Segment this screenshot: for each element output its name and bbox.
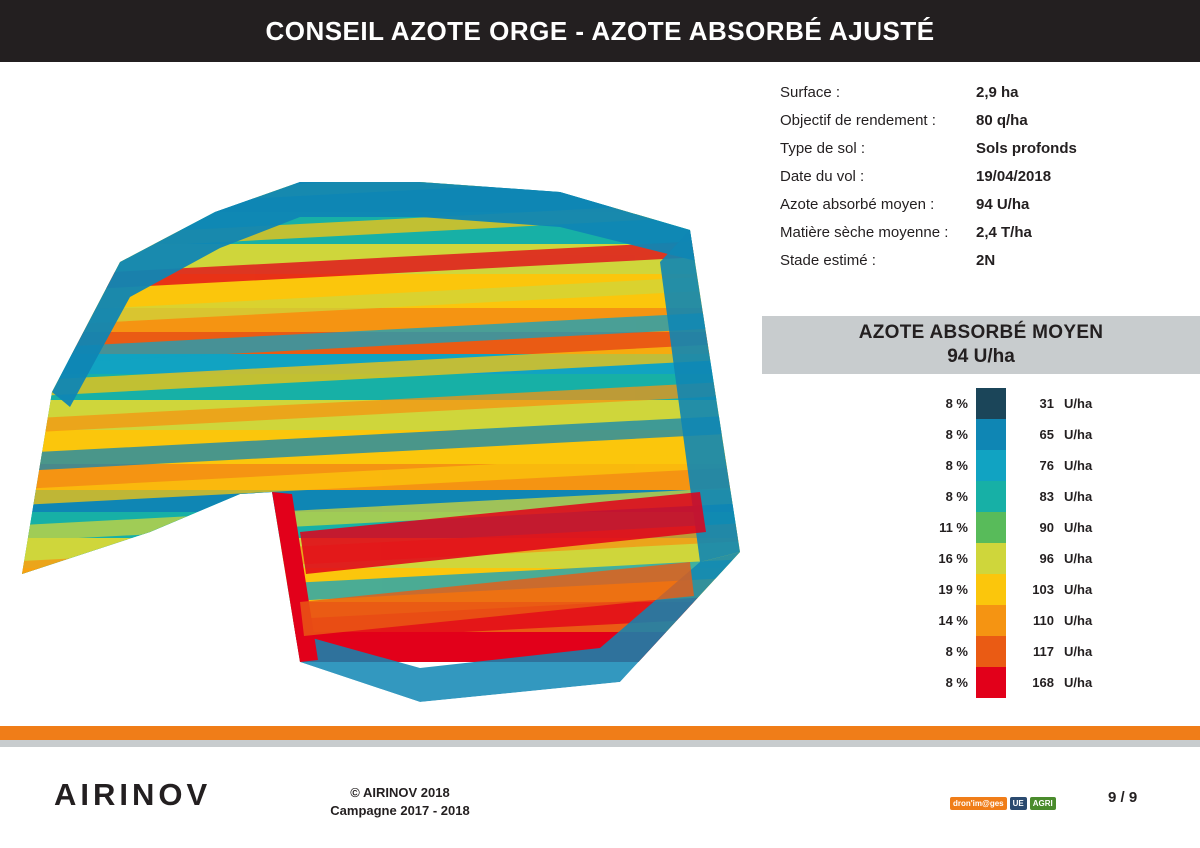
legend-unit: U/ha bbox=[1064, 427, 1093, 442]
legend-subtitle: 94 U/ha bbox=[947, 346, 1015, 367]
partner-logo-eu: UE bbox=[1010, 797, 1027, 810]
map-raster bbox=[0, 62, 854, 702]
legend-percent: 19 % bbox=[938, 582, 968, 597]
legend-percent: 8 % bbox=[945, 396, 968, 411]
legend-color-swatch bbox=[976, 636, 1006, 667]
info-value: 2,9 ha bbox=[976, 84, 1019, 101]
info-label: Surface : bbox=[780, 84, 841, 101]
legend-percent: 8 % bbox=[945, 427, 968, 442]
legend-color-swatch bbox=[976, 388, 1006, 419]
legend-unit: U/ha bbox=[1064, 551, 1093, 566]
info-value: 2N bbox=[976, 252, 996, 269]
info-label: Objectif de rendement : bbox=[780, 112, 936, 129]
legend-value: 168 bbox=[1032, 675, 1054, 690]
legend-unit: U/ha bbox=[1064, 613, 1093, 628]
legend-value: 103 bbox=[1032, 582, 1054, 597]
copyright-block bbox=[270, 784, 530, 820]
info-value: Sols profonds bbox=[976, 140, 1077, 157]
legend-value: 96 bbox=[1039, 551, 1054, 566]
legend-color-swatch bbox=[976, 419, 1006, 450]
legend-title: AZOTE ABSORBÉ MOYEN bbox=[858, 322, 1104, 343]
partner-logo-dronimages: dron'im@ges bbox=[950, 797, 1007, 810]
grey-divider bbox=[0, 740, 1200, 747]
partner-logos bbox=[950, 787, 1070, 819]
info-label: Matière sèche moyenne : bbox=[780, 224, 949, 241]
info-value: 94 U/ha bbox=[976, 196, 1030, 213]
page-number: 9 / 9 bbox=[1108, 789, 1138, 806]
legend-color-swatch bbox=[976, 512, 1006, 543]
legend-unit: U/ha bbox=[1064, 458, 1093, 473]
legend-class-row bbox=[922, 543, 1200, 574]
legend-unit: U/ha bbox=[1064, 675, 1093, 690]
info-value: 19/04/2018 bbox=[976, 168, 1052, 185]
legend-color-swatch bbox=[976, 450, 1006, 481]
legend-color-swatch bbox=[976, 667, 1006, 698]
legend-class-row bbox=[922, 605, 1200, 636]
info-row bbox=[780, 112, 1170, 129]
legend-class-row bbox=[922, 574, 1200, 605]
legend-class-list bbox=[922, 388, 1200, 698]
legend-percent: 8 % bbox=[945, 458, 968, 473]
legend-percent: 11 % bbox=[939, 520, 968, 535]
page-title: CONSEIL AZOTE ORGE - AZOTE ABSORBÉ AJUSTÉ bbox=[265, 15, 935, 46]
legend-value: 65 bbox=[1039, 427, 1054, 442]
legend-value: 76 bbox=[1039, 458, 1054, 473]
info-row bbox=[780, 252, 1170, 269]
legend-body bbox=[762, 382, 1200, 722]
legend-title-bar bbox=[762, 316, 1200, 374]
legend-value: 90 bbox=[1039, 520, 1054, 535]
legend-percent: 16 % bbox=[938, 551, 968, 566]
info-row bbox=[780, 196, 1170, 213]
orange-divider bbox=[0, 726, 1200, 740]
partner-logo-agri: AGRI bbox=[1030, 797, 1056, 810]
page-header bbox=[0, 0, 1200, 62]
page-footer bbox=[0, 747, 1200, 848]
field-info-panel bbox=[762, 62, 1200, 308]
info-row bbox=[780, 140, 1170, 157]
legend-percent: 8 % bbox=[945, 489, 968, 504]
legend-class-row bbox=[922, 450, 1200, 481]
legend-color-swatch bbox=[976, 481, 1006, 512]
info-label: Date du vol : bbox=[780, 168, 865, 185]
legend-color-swatch bbox=[976, 605, 1006, 636]
legend-class-row bbox=[922, 419, 1200, 450]
copyright-line-2: Campagne 2017 - 2018 bbox=[330, 803, 470, 818]
legend-unit: U/ha bbox=[1064, 644, 1093, 659]
info-row bbox=[780, 224, 1170, 241]
nitrogen-absorption-map[interactable] bbox=[0, 62, 762, 662]
legend-class-row bbox=[922, 667, 1200, 698]
legend-color-swatch bbox=[976, 574, 1006, 605]
legend-unit: U/ha bbox=[1064, 396, 1093, 411]
legend-unit: U/ha bbox=[1064, 489, 1093, 504]
legend-value: 110 bbox=[1033, 613, 1054, 628]
legend-percent: 8 % bbox=[945, 675, 968, 690]
legend-class-row bbox=[922, 636, 1200, 667]
info-value: 80 q/ha bbox=[976, 112, 1028, 129]
legend-value: 31 bbox=[1039, 396, 1054, 411]
info-label: Type de sol : bbox=[780, 140, 866, 157]
info-label: Stade estimé : bbox=[780, 252, 876, 269]
info-value: 2,4 T/ha bbox=[976, 224, 1032, 241]
copyright-line-1: © AIRINOV 2018 bbox=[350, 785, 450, 800]
legend-value: 117 bbox=[1033, 644, 1054, 659]
legend-percent: 8 % bbox=[945, 644, 968, 659]
legend-class-row bbox=[922, 512, 1200, 543]
info-row bbox=[780, 168, 1170, 185]
info-row bbox=[780, 84, 1170, 101]
legend-unit: U/ha bbox=[1064, 582, 1093, 597]
legend-class-row bbox=[922, 388, 1200, 419]
legend-color-swatch bbox=[976, 543, 1006, 574]
brand-logo: AIRINOV bbox=[54, 777, 212, 812]
legend-value: 83 bbox=[1039, 489, 1054, 504]
legend-unit: U/ha bbox=[1064, 520, 1093, 535]
info-label: Azote absorbé moyen : bbox=[780, 196, 935, 213]
map-panel[interactable] bbox=[0, 62, 762, 722]
legend-class-row bbox=[922, 481, 1200, 512]
legend-percent: 14 % bbox=[938, 613, 968, 628]
